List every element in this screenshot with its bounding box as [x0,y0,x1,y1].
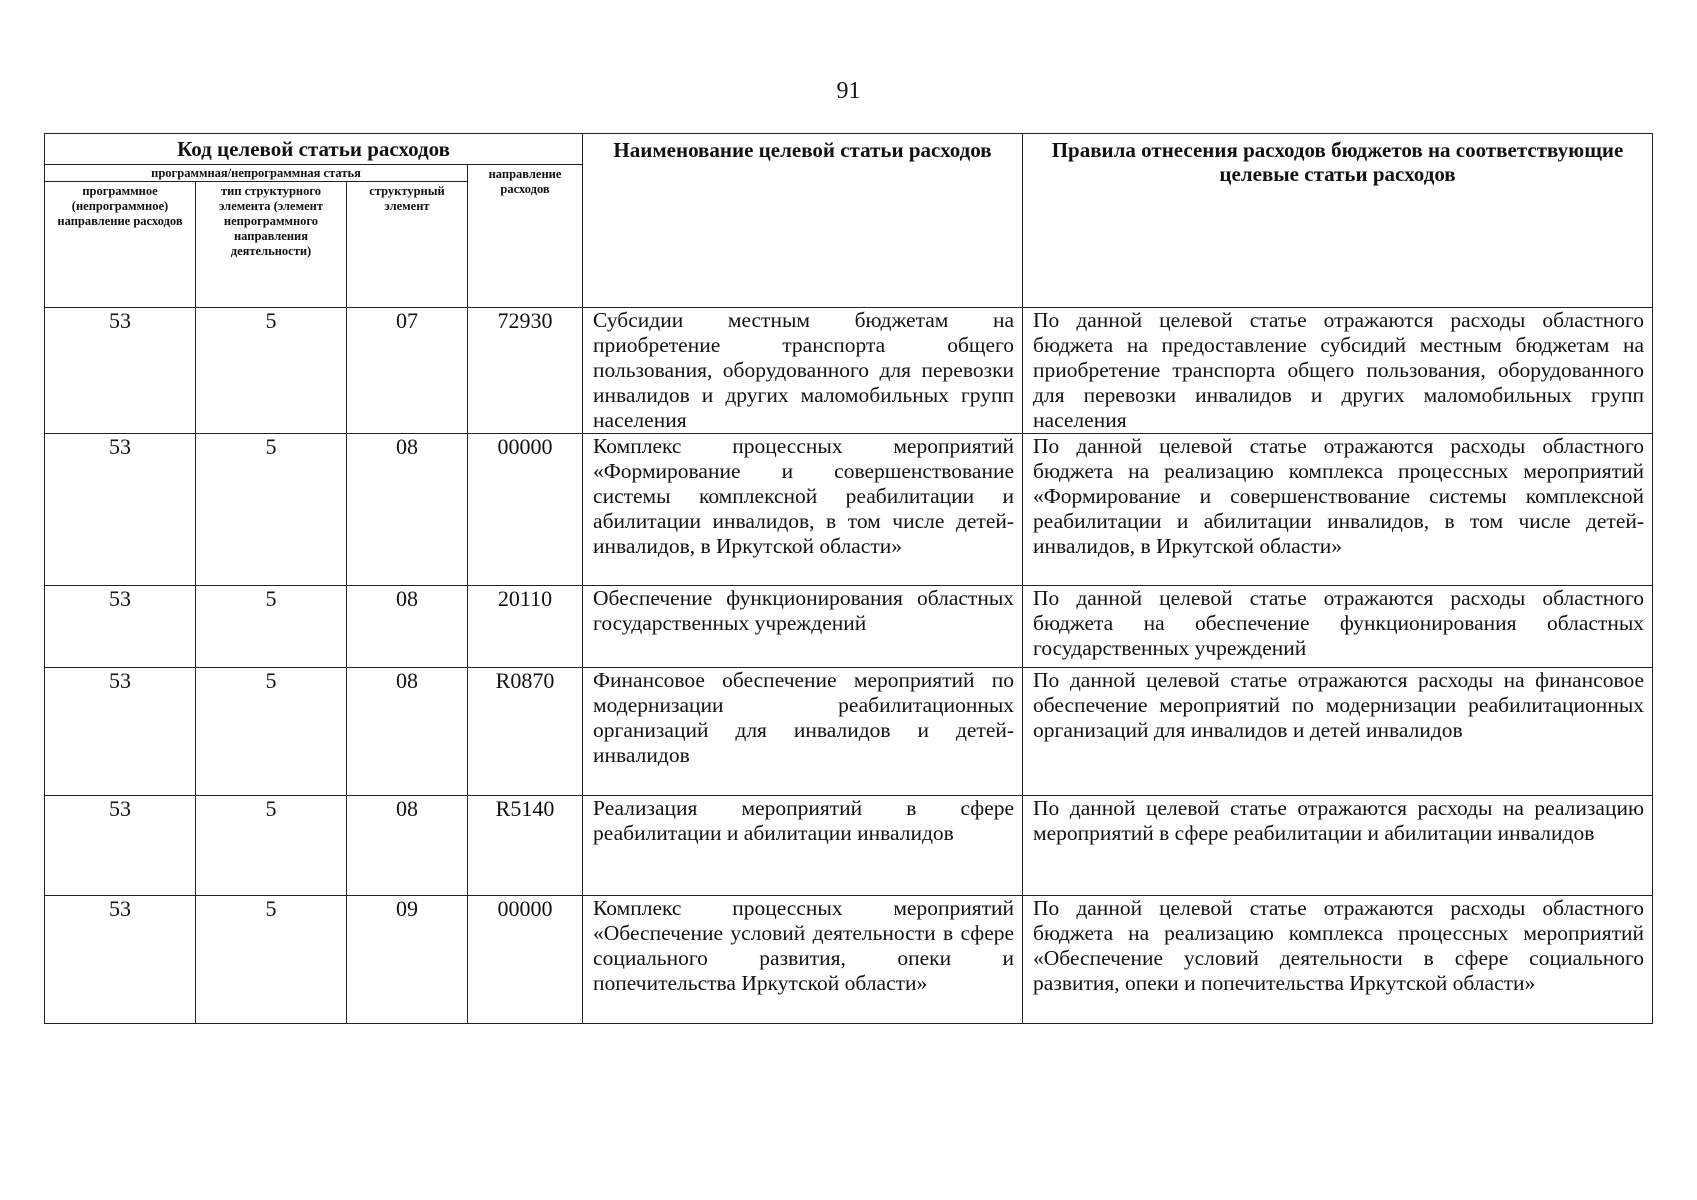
table-row [45,308,1653,434]
program-cell: 53 [45,586,196,668]
type-cell: 5 [196,796,347,896]
program-cell: 53 [45,796,196,896]
rules-header: Правила отнесения расходов бюджетов на соответствующие целевые статьи расходов [1023,134,1653,308]
program-cell: 53 [45,308,196,434]
type-cell: 5 [196,586,347,668]
page-number: 91 [836,78,861,104]
code-header: Код целевой статьи расходов [45,134,583,165]
table-row [45,668,1653,796]
direction-cell: R0870 [468,668,583,796]
header-row-1 [45,134,1653,165]
element-cell: 08 [347,586,468,668]
table-row [45,896,1653,1024]
type-cell: 5 [196,308,347,434]
direction-cell: R5140 [468,796,583,896]
type-cell: 5 [196,896,347,1024]
rule-cell: По данной целевой статье отражаются расходы на финансовое обеспечение мероприятий по модернизации реабилитационных организаций для инвалидов и детей инвалидов [1023,668,1653,796]
rule-cell: По данной целевой статье отражаются расходы областного бюджета на реализацию комплекса процессных мероприятий «Формирование и совершенствование системы комплексной реабилитации и абилитации инвалидов, в том числе детей-инвалидов, в Иркутской области» [1023,434,1653,586]
name-cell: Комплекс процессных мероприятий «Формирование и совершенствование системы комплексной реабилитации и абилитации инвалидов, в том числе детей-инвалидов, в Иркутской области» [583,434,1023,586]
element-cell: 08 [347,668,468,796]
name-cell: Комплекс процессных мероприятий «Обеспечение условий деятельности в сфере социального развития, опеки и попечительства Иркутской области» [583,896,1023,1024]
type-cell: 5 [196,434,347,586]
program-header: программное (непрограммное) направление расходов [45,182,196,308]
direction-cell: 00000 [468,434,583,586]
table-row [45,434,1653,586]
structural-header: структурный элемент [347,182,468,308]
name-cell: Обеспечение функционирования областных государственных учреждений [583,586,1023,668]
name-cell: Реализация мероприятий в сфере реабилитации и абилитации инвалидов [583,796,1023,896]
program-group-header: программная/непрограммная статья [45,165,468,182]
type-header: тип структурного элемента (элемент непрограммного направления деятельности) [196,182,347,308]
direction-header: направление расходов [468,165,583,308]
budget-table [44,133,1653,1024]
name-cell: Финансовое обеспечение мероприятий по модернизации реабилитационных организаций для инвалидов и детей-инвалидов [583,668,1023,796]
rule-cell: По данной целевой статье отражаются расходы на реализацию мероприятий в сфере реабилитации и абилитации инвалидов [1023,796,1653,896]
program-cell: 53 [45,668,196,796]
element-cell: 08 [347,434,468,586]
element-cell: 07 [347,308,468,434]
program-cell: 53 [45,896,196,1024]
table-row [45,586,1653,668]
direction-cell: 72930 [468,308,583,434]
direction-cell: 20110 [468,586,583,668]
element-cell: 09 [347,896,468,1024]
element-cell: 08 [347,796,468,896]
type-cell: 5 [196,668,347,796]
name-cell: Субсидии местным бюджетам на приобретение транспорта общего пользования, оборудованного для перевозки инвалидов и других маломобильных групп населения [583,308,1023,434]
rule-cell: По данной целевой статье отражаются расходы областного бюджета на обеспечение функционирования областных государственных учреждений [1023,586,1653,668]
name-header: Наименование целевой статьи расходов [583,134,1023,308]
direction-cell: 00000 [468,896,583,1024]
table-row [45,796,1653,896]
rule-cell: По данной целевой статье отражаются расходы областного бюджета на предоставление субсидий местным бюджетам на приобретение транспорта общего пользования, оборудованного для перевозки инвалидов и других маломобильных групп населения [1023,308,1653,434]
rule-cell: По данной целевой статье отражаются расходы областного бюджета на реализацию комплекса процессных мероприятий «Обеспечение условий деятельности в сфере социального развития, опеки и попечительства Иркутской области» [1023,896,1653,1024]
program-cell: 53 [45,434,196,586]
